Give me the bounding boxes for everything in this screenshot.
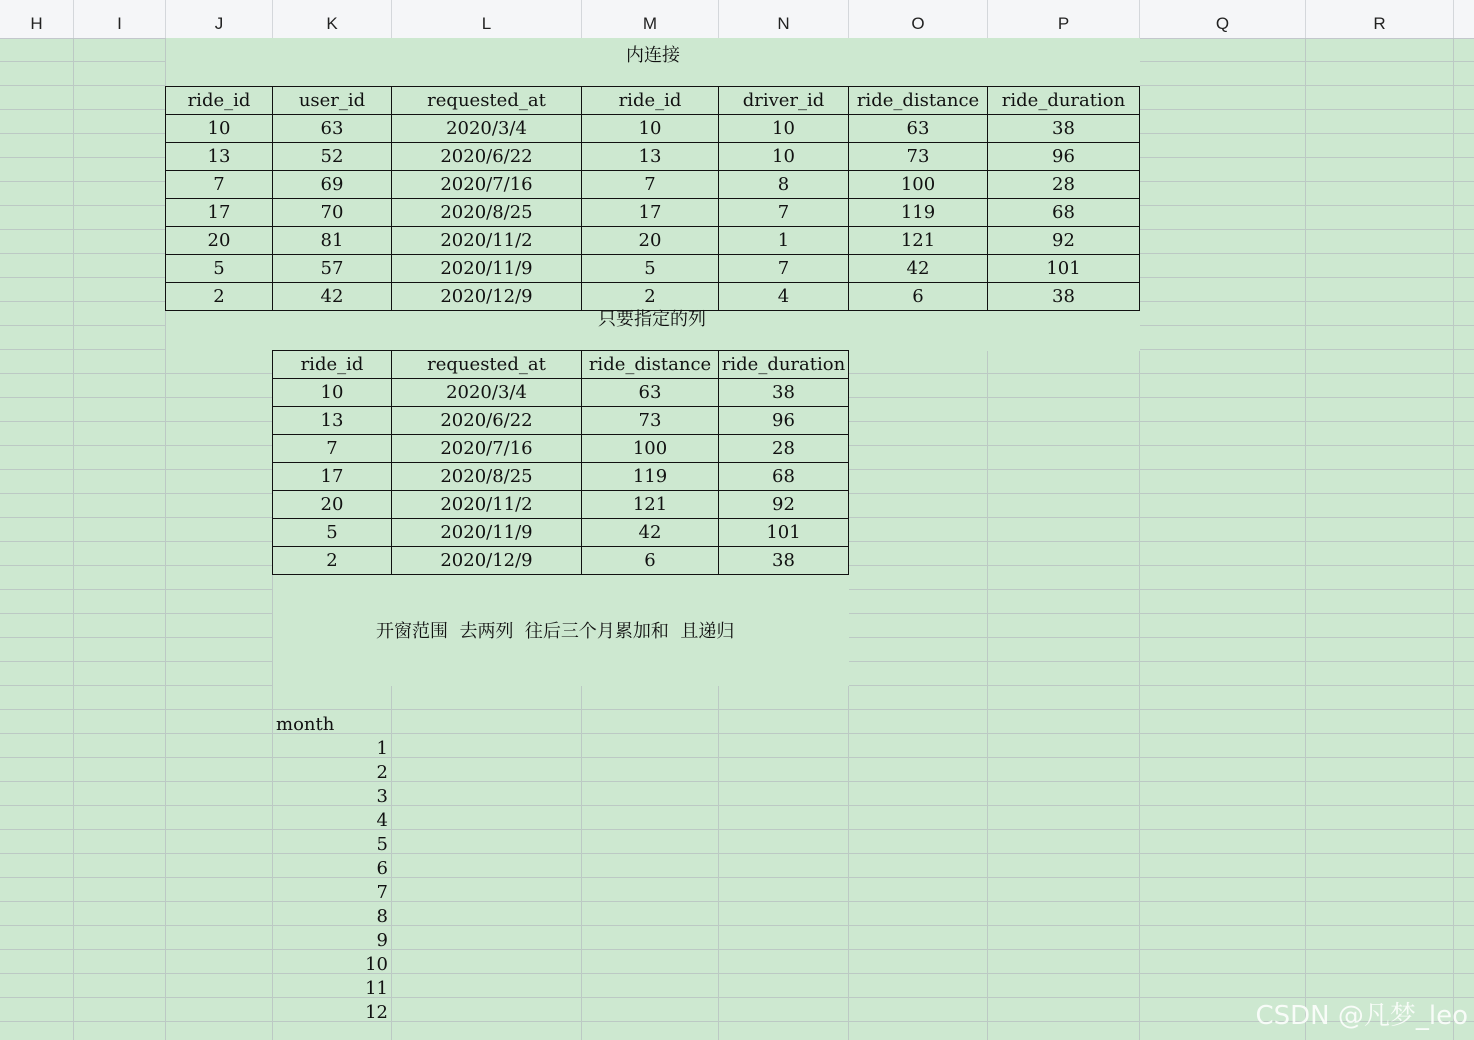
table-cell[interactable]: 52 [273, 143, 392, 171]
table-cell[interactable]: 101 [988, 255, 1140, 283]
table-cell[interactable]: 10 [719, 143, 849, 171]
table-cell[interactable]: 17 [166, 199, 273, 227]
table-cell[interactable]: 121 [849, 227, 988, 255]
month-value-cell[interactable]: 12 [365, 1002, 388, 1023]
column-header-cell[interactable]: ride_id [273, 351, 392, 379]
table-cell[interactable]: 100 [582, 435, 719, 463]
table-cell[interactable]: 2020/12/9 [392, 547, 582, 575]
table-cell[interactable]: 69 [273, 171, 392, 199]
table-cell[interactable]: 2020/6/22 [392, 407, 582, 435]
table-cell[interactable]: 63 [582, 379, 719, 407]
table-cell[interactable]: 2020/11/2 [392, 491, 582, 519]
table-cell[interactable]: 96 [988, 143, 1140, 171]
inner-join-table [165, 86, 1140, 311]
table-header-row [273, 351, 849, 379]
table-row [273, 519, 849, 547]
column-header-cell[interactable]: ride_id [166, 87, 273, 115]
table-row [166, 199, 1140, 227]
table-cell[interactable]: 20 [273, 491, 392, 519]
column-header-bar [0, 0, 1474, 39]
table-cell[interactable]: 20 [582, 227, 719, 255]
table-cell[interactable]: 28 [719, 435, 849, 463]
table-cell[interactable]: 7 [719, 255, 849, 283]
column-header-cell[interactable]: ride_duration [988, 87, 1140, 115]
table-cell[interactable]: 73 [849, 143, 988, 171]
table-cell[interactable]: 119 [582, 463, 719, 491]
gridline-vertical [73, 38, 74, 1040]
gridline-horizontal [0, 781, 1474, 782]
column-header-k[interactable]: K [273, 0, 392, 38]
table-cell[interactable]: 2020/8/25 [392, 199, 582, 227]
column-header-l[interactable]: L [392, 0, 582, 38]
month-value-cell[interactable]: 4 [376, 810, 388, 831]
table-cell[interactable]: 2020/8/25 [392, 463, 582, 491]
table-cell[interactable]: 13 [166, 143, 273, 171]
table-cell[interactable]: 42 [273, 283, 392, 311]
table-cell[interactable]: 63 [849, 115, 988, 143]
table-header-row [166, 87, 1140, 115]
table-cell[interactable]: 68 [719, 463, 849, 491]
gridline-horizontal [0, 733, 1474, 734]
table-cell[interactable]: 2020/7/16 [392, 171, 582, 199]
table-cell[interactable]: 8 [719, 171, 849, 199]
column-header-cell[interactable]: user_id [273, 87, 392, 115]
table-cell[interactable]: 96 [719, 407, 849, 435]
table-cell[interactable]: 7 [166, 171, 273, 199]
table-cell[interactable]: 38 [719, 547, 849, 575]
month-value-cell[interactable]: 8 [376, 906, 388, 927]
gridline-horizontal [0, 877, 1474, 878]
table-cell[interactable]: 121 [582, 491, 719, 519]
table-cell[interactable]: 5 [273, 519, 392, 547]
table-cell[interactable]: 63 [273, 115, 392, 143]
gridline-horizontal [0, 997, 1474, 998]
column-header-cell[interactable]: ride_id [582, 87, 719, 115]
column-header-cell[interactable]: ride_distance [582, 351, 719, 379]
table-row [273, 463, 849, 491]
table-row [273, 491, 849, 519]
table-cell[interactable]: 42 [582, 519, 719, 547]
table-cell[interactable]: 2020/7/16 [392, 435, 582, 463]
table-cell[interactable]: 10 [273, 379, 392, 407]
table-cell[interactable]: 7 [582, 171, 719, 199]
table-cell[interactable]: 38 [988, 283, 1140, 311]
table-cell[interactable]: 5 [582, 255, 719, 283]
table-cell[interactable]: 2020/3/4 [392, 379, 582, 407]
gridline-horizontal [0, 853, 1474, 854]
month-value-cell[interactable]: 3 [376, 786, 388, 807]
table-cell[interactable]: 7 [273, 435, 392, 463]
table-cell[interactable]: 28 [988, 171, 1140, 199]
table-cell[interactable]: 5 [166, 255, 273, 283]
table-cell[interactable]: 119 [849, 199, 988, 227]
table-cell[interactable]: 13 [273, 407, 392, 435]
table-cell[interactable]: 73 [582, 407, 719, 435]
table-cell[interactable]: 100 [849, 171, 988, 199]
table-cell[interactable]: 81 [273, 227, 392, 255]
table-row [166, 255, 1140, 283]
table-cell[interactable]: 13 [582, 143, 719, 171]
table-row [273, 379, 849, 407]
table-cell[interactable]: 2 [273, 547, 392, 575]
month-value-cell[interactable]: 7 [376, 882, 388, 903]
window-note: 开窗范围 去两列 往后三个月累加和 且递归 [376, 621, 735, 642]
inner-join-title: 内连接 [626, 45, 680, 66]
column-header-r[interactable]: R [1306, 0, 1454, 38]
table-cell[interactable]: 17 [273, 463, 392, 491]
table-cell[interactable]: 2020/3/4 [392, 115, 582, 143]
watermark: CSDN @凡梦_leo [1255, 1001, 1468, 1031]
table-cell[interactable]: 4 [719, 283, 849, 311]
gridline-horizontal [0, 829, 1474, 830]
table-cell[interactable]: 10 [166, 115, 273, 143]
table-row [273, 435, 849, 463]
gridline-vertical [1305, 38, 1306, 1040]
table-cell[interactable]: 10 [719, 115, 849, 143]
table-row [273, 547, 849, 575]
table-cell[interactable]: 42 [849, 255, 988, 283]
table-cell[interactable]: 1 [719, 227, 849, 255]
table-cell[interactable]: 7 [719, 199, 849, 227]
table-cell[interactable]: 2020/12/9 [392, 283, 582, 311]
table-cell[interactable]: 20 [166, 227, 273, 255]
column-header-h[interactable]: H [0, 0, 74, 38]
column-header-q[interactable]: Q [1140, 0, 1306, 38]
selected-columns-table [272, 350, 849, 575]
table-cell[interactable]: 70 [273, 199, 392, 227]
month-value-cell[interactable]: 9 [376, 930, 388, 951]
table-cell[interactable]: 2 [166, 283, 273, 311]
table-cell[interactable]: 2020/11/2 [392, 227, 582, 255]
column-header-i[interactable]: I [74, 0, 166, 38]
selected-columns-title: 只要指定的列 [598, 309, 706, 330]
table-cell[interactable]: 2020/11/9 [392, 255, 582, 283]
table-cell[interactable]: 101 [719, 519, 849, 547]
table-cell[interactable]: 2020/11/9 [392, 519, 582, 547]
gridline-horizontal [0, 1021, 1474, 1022]
table-cell[interactable]: 6 [582, 547, 719, 575]
table-cell[interactable]: 6 [849, 283, 988, 311]
table-cell[interactable]: 38 [988, 115, 1140, 143]
gridline-vertical [1453, 38, 1454, 1040]
gridline-horizontal [0, 901, 1474, 902]
gridline-horizontal [0, 805, 1474, 806]
table-cell[interactable]: 92 [719, 491, 849, 519]
table-cell[interactable]: 17 [582, 199, 719, 227]
month-value-cell[interactable]: 5 [376, 834, 388, 855]
gridline-horizontal [0, 949, 1474, 950]
month-value-cell[interactable]: 10 [365, 954, 388, 975]
column-header-j[interactable]: J [166, 0, 273, 38]
table-row [166, 171, 1140, 199]
column-header-cell[interactable]: ride_distance [849, 87, 988, 115]
month-header: month [276, 714, 335, 735]
gridline-horizontal [0, 925, 1474, 926]
column-header-cell[interactable]: ride_duration [719, 351, 849, 379]
column-header-cell[interactable]: requested_at [392, 87, 582, 115]
table-cell[interactable]: 2020/6/22 [392, 143, 582, 171]
table-row [273, 407, 849, 435]
column-header-n[interactable]: N [719, 0, 849, 38]
table-cell[interactable]: 57 [273, 255, 392, 283]
gridline-horizontal [0, 709, 1474, 710]
gridline-horizontal [0, 757, 1474, 758]
column-header-o[interactable]: O [849, 0, 988, 38]
table-cell[interactable]: 92 [988, 227, 1140, 255]
column-header-cell[interactable]: requested_at [392, 351, 582, 379]
month-value-cell[interactable]: 11 [365, 978, 388, 999]
column-header-cell[interactable]: driver_id [719, 87, 849, 115]
table-cell[interactable]: 2 [582, 283, 719, 311]
gridline-horizontal [0, 973, 1474, 974]
month-value-cell[interactable]: 2 [376, 762, 388, 783]
table-row [166, 227, 1140, 255]
table-row [166, 143, 1140, 171]
table-cell[interactable]: 10 [582, 115, 719, 143]
table-row [166, 115, 1140, 143]
column-header-p[interactable]: P [988, 0, 1140, 38]
month-value-cell[interactable]: 1 [376, 738, 388, 759]
column-header-m[interactable]: M [582, 0, 719, 38]
month-value-cell[interactable]: 6 [376, 858, 388, 879]
table-cell[interactable]: 38 [719, 379, 849, 407]
table-cell[interactable]: 68 [988, 199, 1140, 227]
